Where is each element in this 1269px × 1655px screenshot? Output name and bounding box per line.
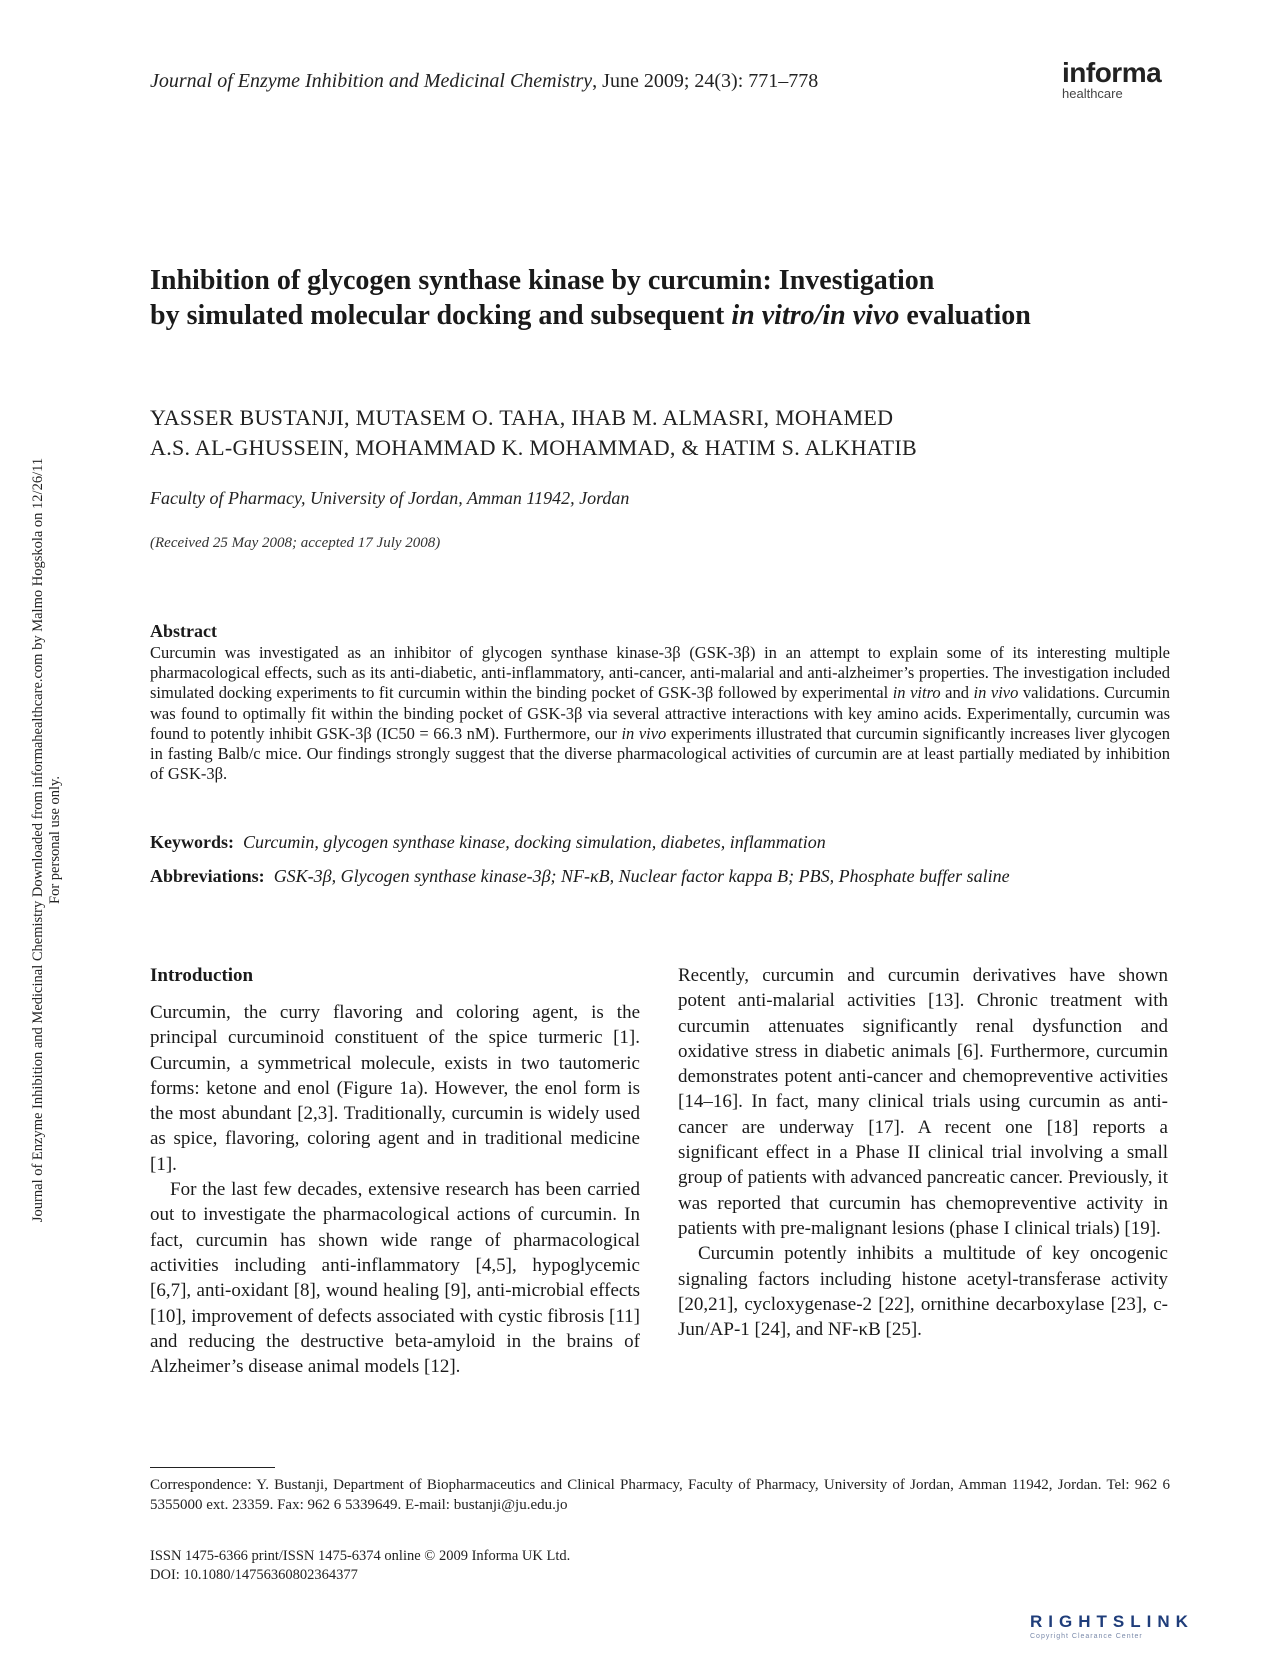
abstract-italic-3: in vivo [621, 723, 667, 743]
title-line-2-suffix: evaluation [899, 300, 1031, 331]
received-dates: (Received 25 May 2008; accepted 17 July 2008) [150, 535, 441, 551]
intro-paragraph-1: Curcumin, the curry flavoring and coloring agent, is the principal curcuminoid constituent of the spice turmeric [1]. Curcumin, a symmetrical molecule, exists in two tautomeric forms: ketone and enol (Figure 1a). However, the enol form is the most abundant [2,3]. Traditionally, curcumin is widely used as spice, flavoring, coloring agent and in traditional medicine [1]. [150, 1002, 640, 1175]
abstract-body [150, 643, 1170, 784]
issn-line: ISSN 1475-6366 print/ISSN 1475-6374 online © 2009 Informa UK Ltd. [150, 1548, 571, 1564]
author-line-2: A.S. AL-GHUSSEIN, MOHAMMAD K. MOHAMMAD, & HATIM S. ALKHATIB [150, 435, 917, 460]
abstract-text-2: and [940, 683, 974, 703]
abstract-heading: Abstract [150, 621, 217, 641]
abstract-text-4: experiments illustrated that curcumin significantly increases liver glycogen in fasting Balb/c mice. Our findings strongly suggest that the diverse pharmacological activities of curcumin are at least partially mediated by inhibition of GSK-3β. [150, 723, 1170, 784]
rightslink-logo [1030, 1612, 1260, 1652]
title-line-2-italic: in vitro/in vivo [731, 300, 900, 331]
abbreviations-text: GSK-3β, Glycogen synthase kinase-3β; NF-κB, Nuclear factor kappa B; PBS, Phosphate buffer saline [273, 866, 1010, 886]
keywords-label: Keywords: [150, 832, 234, 852]
intro-paragraph-4: Curcumin potently inhibits a multitude of key oncogenic signaling factors including histone acetyl-transferase activity [20,21], cycloxygenase-2 [22], ornithine decarboxylase [23], c-Jun/AP-1 [24], and NF-κB [25]. [678, 1243, 1168, 1341]
publisher-logo [1062, 58, 1182, 101]
abstract-italic-1: in vitro [892, 683, 941, 703]
watermark-line-1: Journal of Enzyme Inhibition and Medicinal Chemistry Downloaded from informahealthcare.com by Malmo Hogskola on 12/26/11 [30, 457, 46, 1223]
logo-main-text: informa [1062, 57, 1162, 88]
title-line-2 [150, 298, 1170, 333]
abbreviations-label: Abbreviations: [150, 866, 265, 886]
body-column-right [678, 963, 1168, 1342]
journal-issue: , June 2009; 24(3): 771–778 [592, 70, 819, 92]
journal-citation [150, 70, 818, 93]
intro-paragraph-3: Recently, curcumin and curcumin derivatives have shown potent anti-malarial activities [13]. Chronic treatment with curcumin attenuates significantly renal dysfunction and oxidative stress in diabetic animals [6]. Furthermore, curcumin demonstrates potent anti-cancer and chemopreventive activities [14–16]. In fact, many clinical trials using curcumin as anti-cancer are underway [17]. A recent one [18] reports a significant effect in a Phase II clinical trial involving a small group of patients with advanced pancreatic cancer. Previously, it was reported that curcumin has chemopreventive activity in patients with pre-malignant lesions (phase I clinical trials) [19]. [678, 965, 1168, 1239]
abstract-text-3: validations. Curcumin was found to optimally fit within the binding pocket of GSK-3β via several attractive interactions with key amino acids. Experimentally, curcumin was found to potently inhibit GSK-3β (IC50 = 66.3 nM). Furthermore, our [150, 683, 1170, 743]
title-line-2-prefix: by simulated molecular docking and subsequent [150, 300, 732, 331]
logo-sub-text: healthcare [1062, 86, 1123, 101]
rightslink-subtext: Copyright Clearance Center [1030, 1633, 1143, 1640]
doi-line: DOI: 10.1080/14756360802364377 [150, 1567, 358, 1583]
abstract-text-1: Curcumin was investigated as an inhibitor of glycogen synthase kinase-3β (GSK-3β) in an attempt to explain some of its interesting multiple pharmacological effects, such as its anti-diabetic, anti-inflammatory, anti-cancer, anti-malarial and anti-alzheimer’s properties. The investigation included simulated docking experiments to fit curcumin within the binding pocket of GSK-3β followed by experimental [150, 643, 1170, 703]
author-line-1: YASSER BUSTANJI, MUTASEM O. TAHA, IHAB M. ALMASRI, MOHAMED [150, 405, 894, 430]
abstract-italic-2: in vivo [973, 683, 1019, 703]
body-column-left [150, 1000, 640, 1379]
affiliation: Faculty of Pharmacy, University of Jordan, Amman 11942, Jordan [150, 488, 630, 508]
journal-name: Journal of Enzyme Inhibition and Medicinal Chemistry [150, 70, 593, 92]
download-watermark [30, 400, 64, 1280]
intro-paragraph-2: For the last few decades, extensive research has been carried out to investigate the pharmacological actions of curcumin. In fact, curcumin has shown wide range of pharmacological activities including anti-inflammatory [4,5], hypoglycemic [6,7], anti-oxidant [8], wound healing [9], anti-microbial effects [10], improvement of defects associated with cystic fibrosis [11] and reducing the destructive beta-amyloid in the brains of Alzheimer’s disease animal models [12]. [150, 1179, 640, 1378]
watermark-line-2: For personal use only. [47, 776, 63, 904]
article-title [150, 263, 1170, 333]
footnote-rule [150, 1467, 275, 1468]
introduction-heading: Introduction [150, 965, 254, 986]
title-line-1: Inhibition of glycogen synthase kinase by curcumin: Investigation [150, 265, 935, 296]
rightslink-text: RIGHTSLINK [1030, 1612, 1194, 1631]
correspondence-note: Correspondence: Y. Bustanji, Department of Biopharmaceutics and Clinical Pharmacy, Faculty of Pharmacy, University of Jordan, Amman 11942, Jordan. Tel: 962 6 5355000 ext. 23359. Fax: 962 6 5339649. E-mail: bustanji@ju.edu.jo [150, 1477, 1170, 1513]
author-list [150, 403, 1170, 463]
keywords-text: Curcumin, glycogen synthase kinase, docking simulation, diabetes, inflammation [243, 832, 826, 852]
publication-info [150, 1547, 570, 1585]
keywords [150, 832, 1190, 853]
abbreviations [150, 866, 1210, 887]
